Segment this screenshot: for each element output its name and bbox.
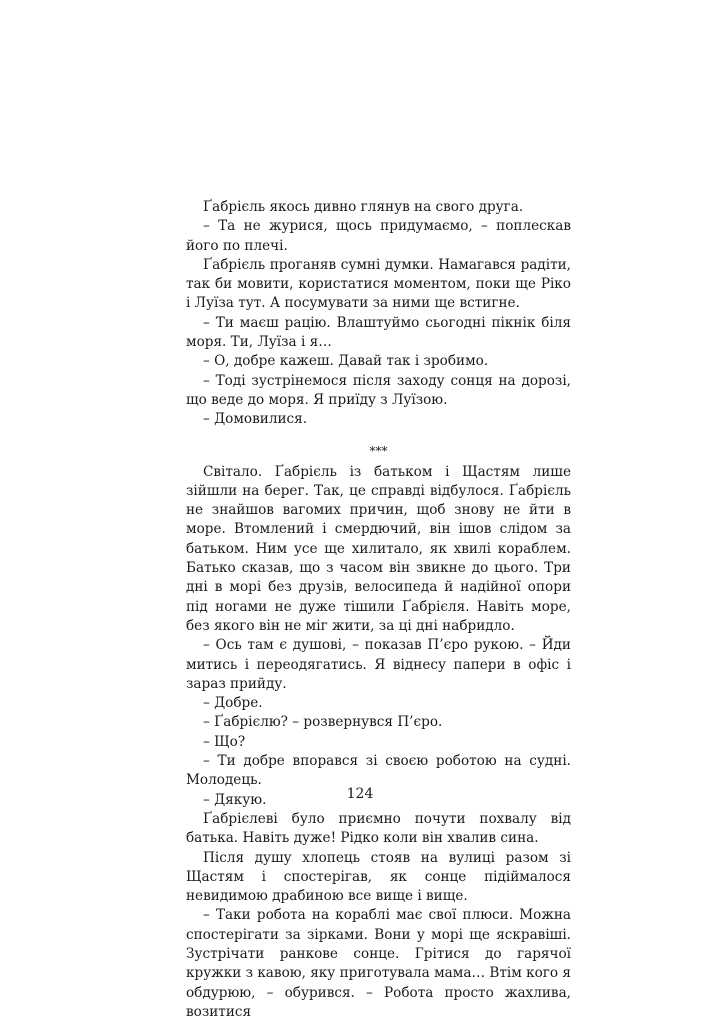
body-text xyxy=(186,198,571,1022)
paragraph: – Ґабрієлю? – розвернувся П’єро. xyxy=(203,714,443,731)
paragraph: – О, добре кажеш. Давай так і зробимо. xyxy=(203,353,489,370)
paragraph: – Та не журися, щось придумаємо, – поплескав його по плечі. xyxy=(186,218,571,254)
paragraph: Ґабрієлеві було приємно почути похвалу від батька. Навіть дуже! Рідко коли він хвалив сина. xyxy=(186,810,571,847)
section-separator: *** xyxy=(369,443,388,458)
paragraph: – Ти добре впорався зі своєю роботою на судні. Молодець. xyxy=(186,753,571,789)
paragraph: – Таки робота на кораблі має свої плюси. Можна спостерігати за зірками. Вони у морі ще яскравіші. Зустрічати ранкове сонце. Грітися до гарячої кружки з кавою, яку приготувала мама… Втім кого я обдурюю, – обурився. – Робота просто жахлива, возитися xyxy=(186,907,571,1020)
paragraph: – Дякую. xyxy=(203,791,267,808)
page-number: 124 xyxy=(346,786,374,802)
paragraph: – Що? xyxy=(203,733,246,750)
paragraph: Ґабрієль проганяв сумні думки. Намагався радіти, так би мовити, користатися моментом, поки ще Ріко і Луїза тут. А посумувати за ними ще встигне. xyxy=(186,256,571,312)
paragraph: – Добре. xyxy=(203,695,263,712)
paragraph: Після душу хлопець стояв на вулиці разом зі Щастям і спостерігав, як сонце підіймалося невидимою драбиною все вище і вище. xyxy=(186,849,571,905)
paragraph: – Ти маєш рацію. Влаштуймо сьогодні пікнік біля моря. Ти, Луїза і я… xyxy=(186,314,571,351)
paragraph: Ґабрієль якось дивно глянув на свого друга. xyxy=(203,199,524,215)
paragraph: – Домовилися. xyxy=(203,411,308,428)
paragraph: – Ось там є душові, – показав П’єро рукою. – Йди митись і переодягатись. Я віднесу папери в офіс і зараз прийду. xyxy=(186,637,571,692)
paragraph: Світало. Ґабрієль із батьком і Щастям лише зійшли на берег. Так, це справді відбулося. Ґабрієль не знайшов вагомих причин, щоб знову не йти в море. Втомлений і смердючий, він ішов слідом за батьком. Ним усе ще хилитало, як хвилі кораблем. Батько сказав, що з часом він звикне до цього. Три дні в морі без друзів, велосипеда й надійної опори під ногами не дуже тішили Ґабрієля. Навіть море, без якого він не міг жити, за ці дні набридло. xyxy=(186,463,571,634)
paragraph: – Тоді зустрінемося після заходу сонця на дорозі, що веде до моря. Я приїду з Луїзою. xyxy=(186,372,571,408)
